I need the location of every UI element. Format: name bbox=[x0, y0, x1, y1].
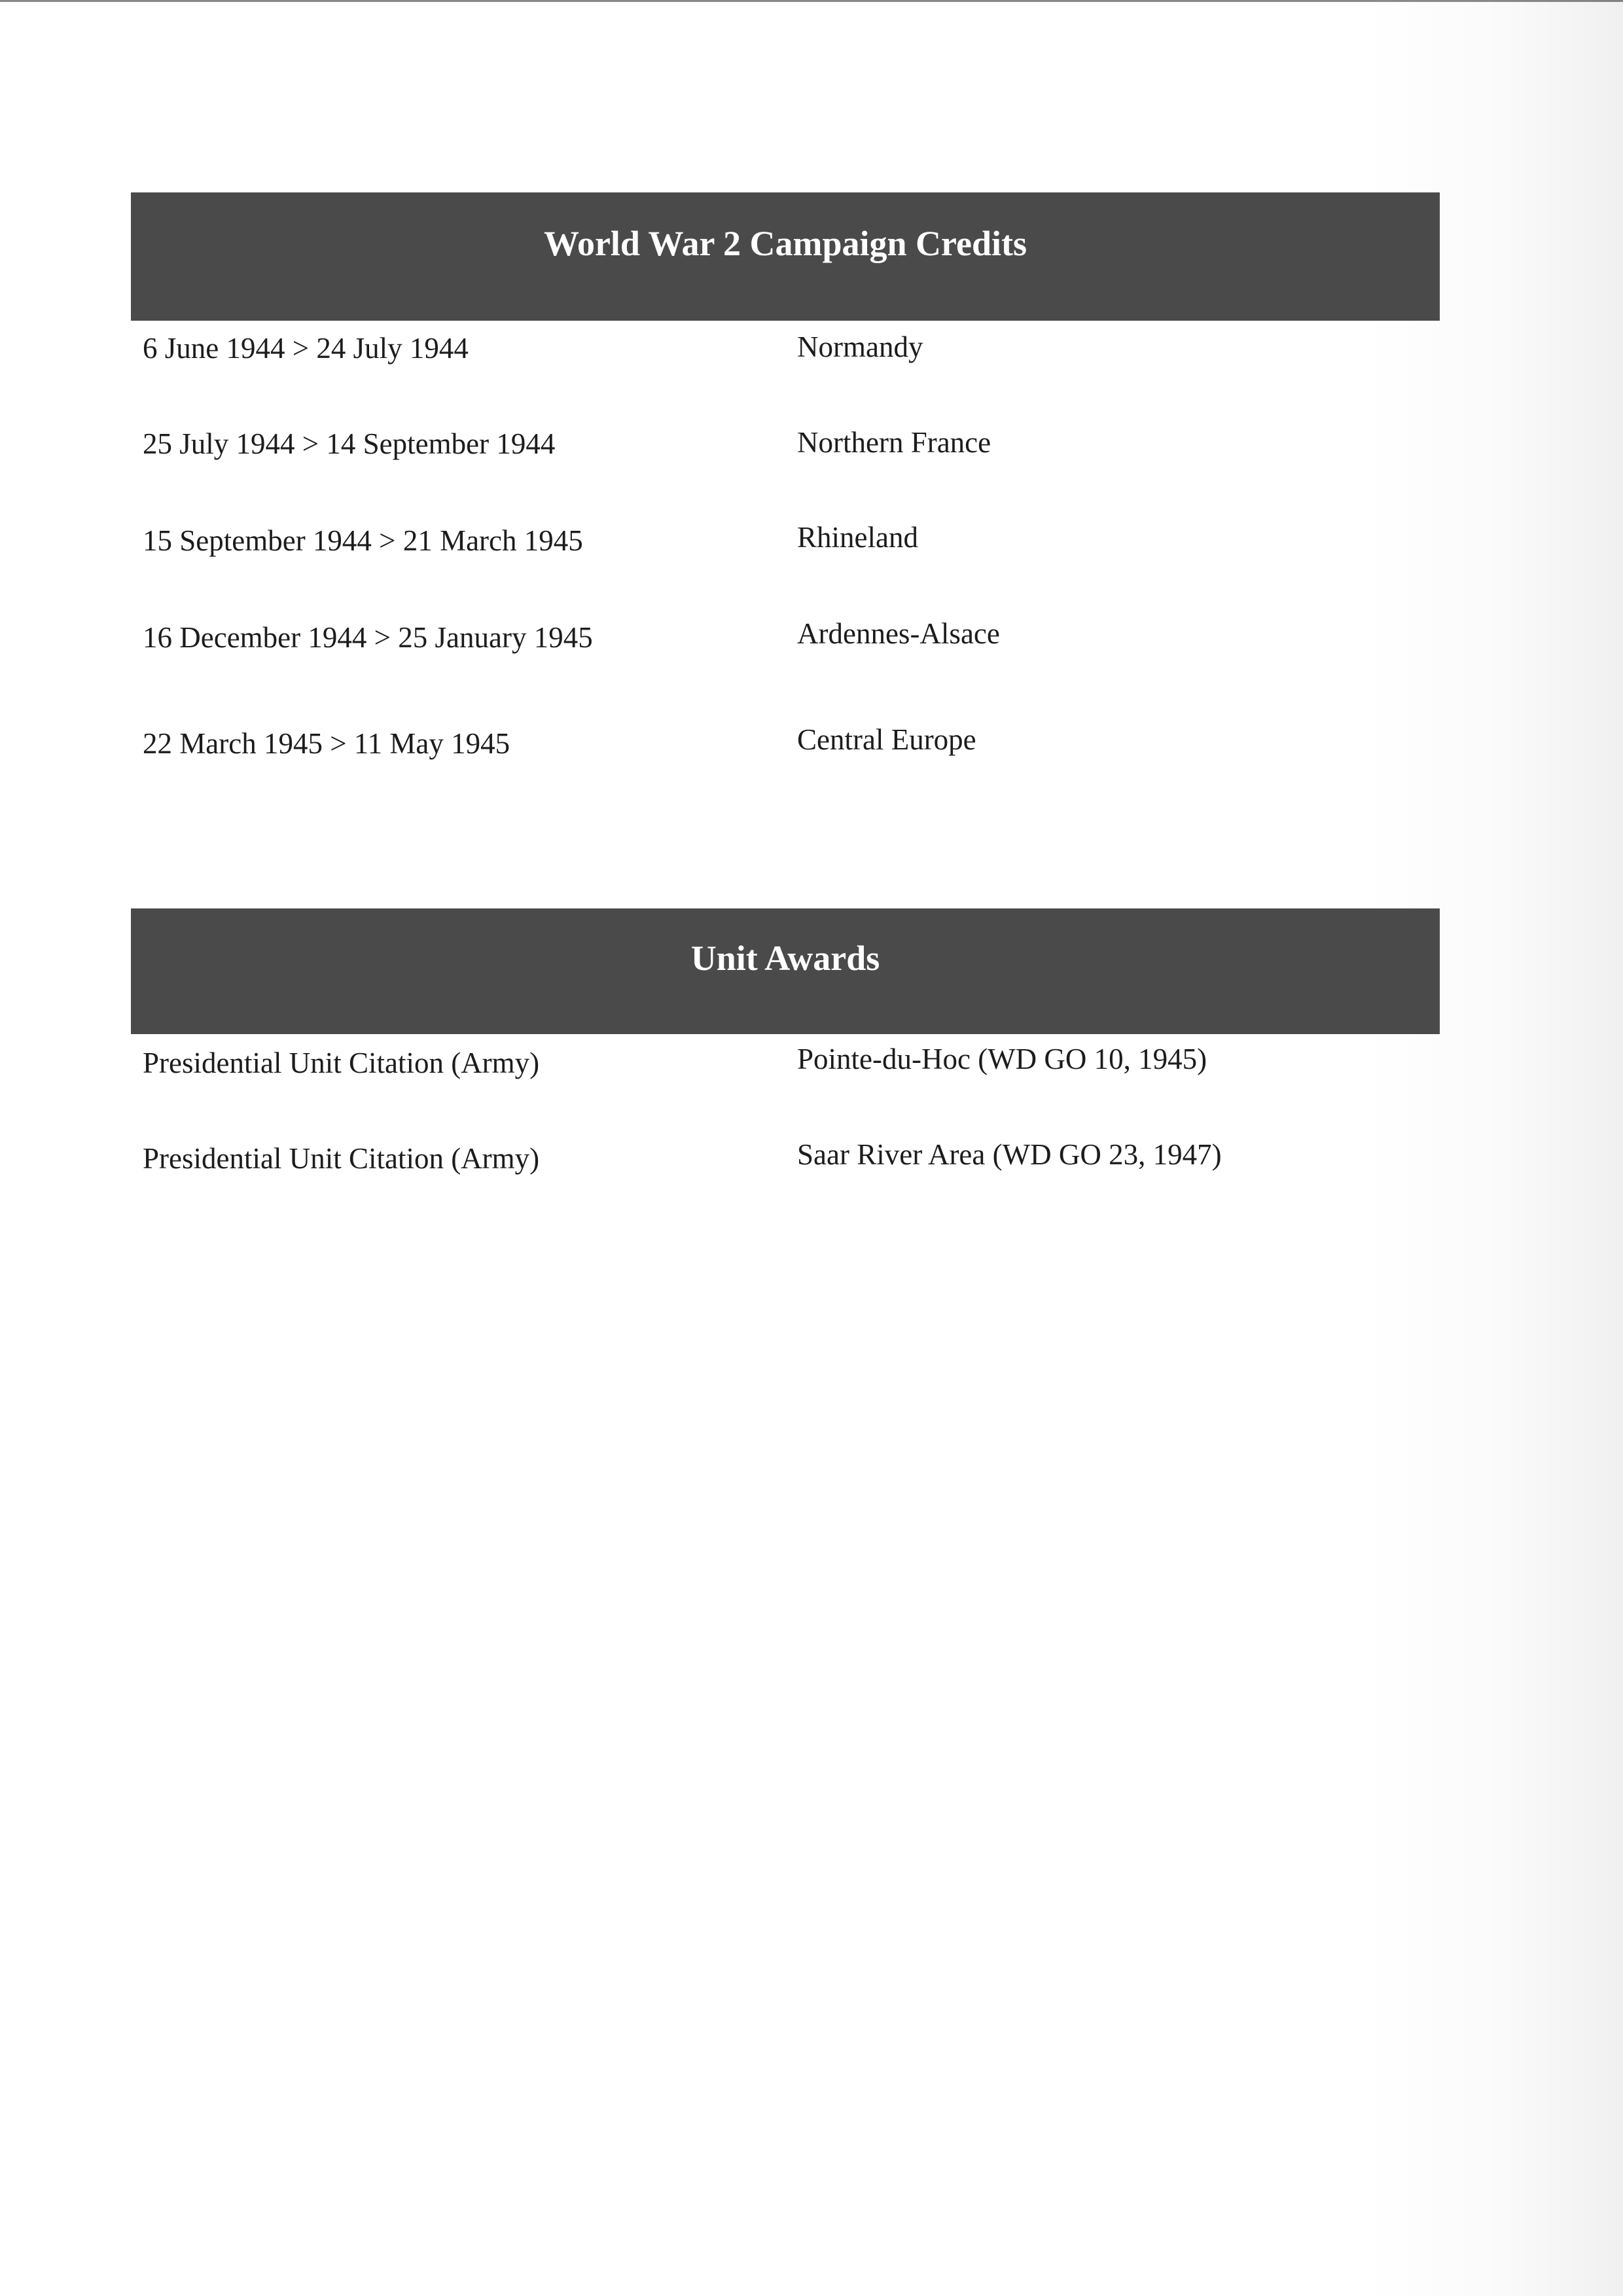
campaign-name-2: Northern France bbox=[797, 426, 991, 459]
award-name-2: Presidential Unit Citation (Army) bbox=[143, 1142, 540, 1175]
campaign-dates-4: 16 December 1944 > 25 January 1945 bbox=[143, 621, 593, 654]
campaign-name-4: Ardennes-Alsace bbox=[797, 617, 1000, 650]
unit-awards-header bbox=[131, 908, 1440, 1034]
campaign-dates-2: 25 July 1944 > 14 September 1944 bbox=[143, 427, 556, 460]
campaign-name-3: Rhineland bbox=[797, 521, 918, 554]
campaign-dates-5: 22 March 1945 > 11 May 1945 bbox=[143, 727, 510, 760]
award-name-1: Presidential Unit Citation (Army) bbox=[143, 1047, 540, 1079]
campaign-dates-1: 6 June 1944 > 24 July 1944 bbox=[143, 332, 469, 365]
unit-awards-title: Unit Awards bbox=[690, 939, 880, 978]
campaign-name-1: Normandy bbox=[797, 331, 923, 363]
campaign-dates-3: 15 September 1944 > 21 March 1945 bbox=[143, 524, 583, 557]
campaign-name-5: Central Europe bbox=[797, 723, 976, 756]
award-detail-1: Pointe-du-Hoc (WD GO 10, 1945) bbox=[797, 1043, 1207, 1075]
award-detail-2: Saar River Area (WD GO 23, 1947) bbox=[797, 1138, 1222, 1171]
campaign-credits-header bbox=[131, 192, 1440, 321]
campaign-credits-title: World War 2 Campaign Credits bbox=[543, 224, 1027, 263]
scan-shadow bbox=[1361, 0, 1623, 2296]
